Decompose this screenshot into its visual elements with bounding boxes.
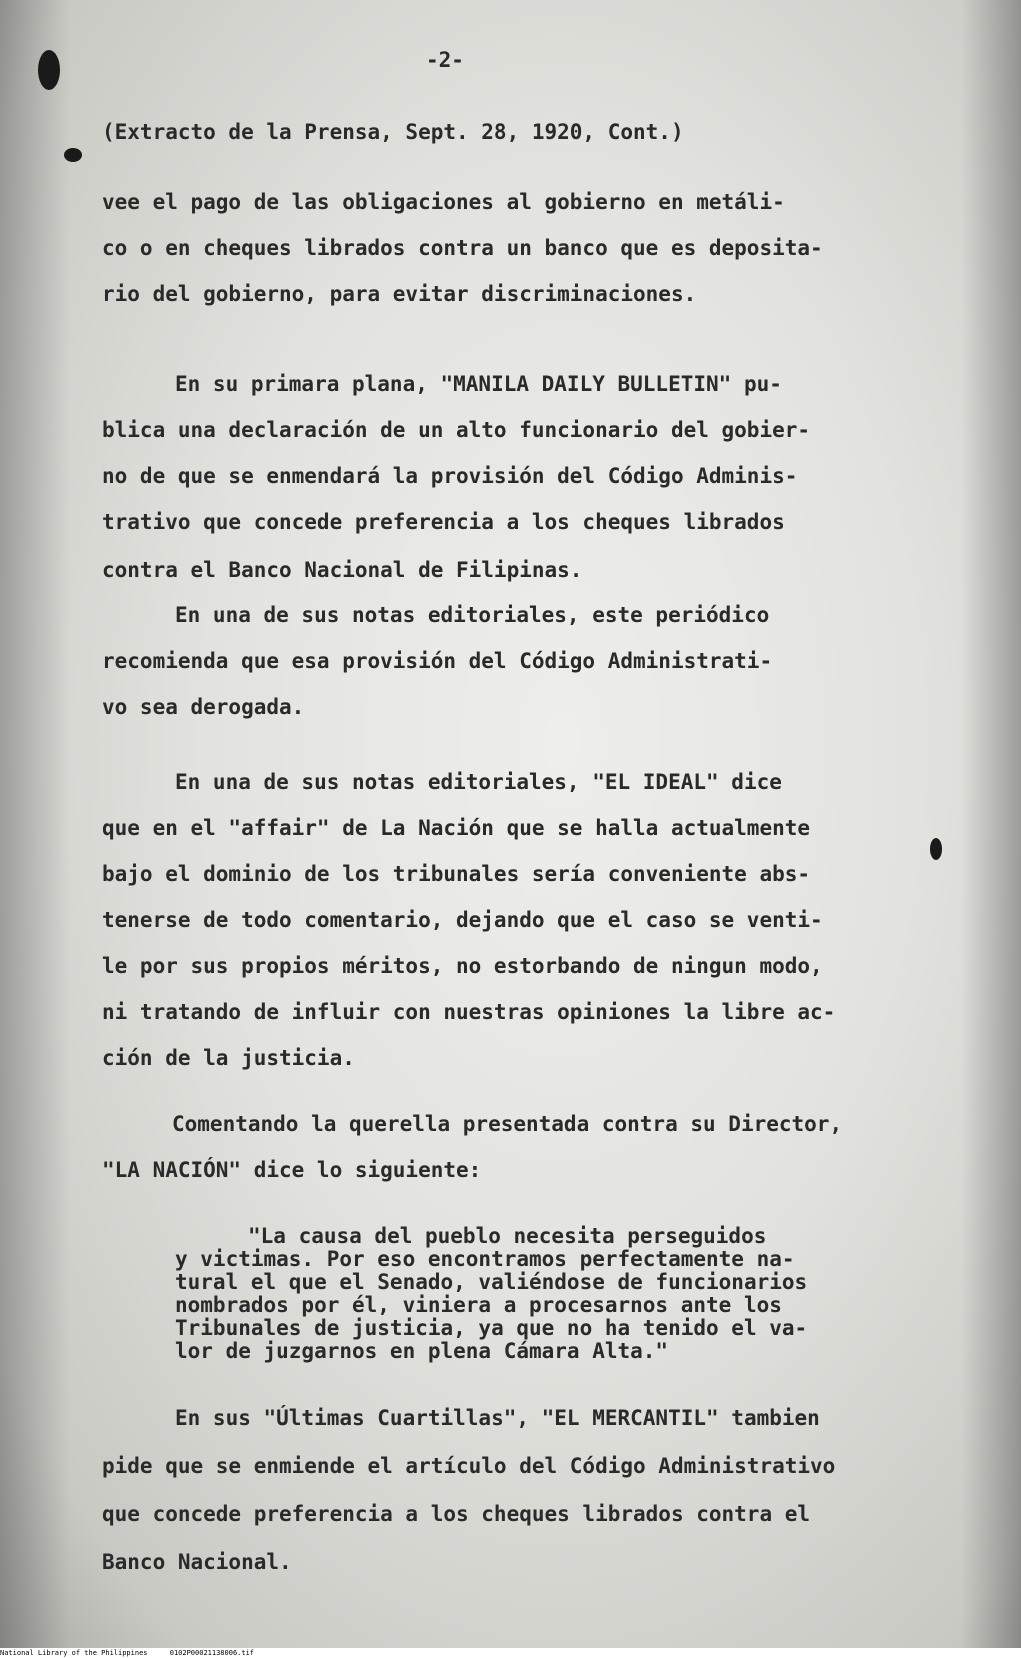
text-line: pide que se enmiende el artículo del Código Administrativo: [102, 1454, 836, 1478]
text-line: recomienda que esa provisión del Código Administrati-: [102, 649, 773, 673]
text-line: tenerse de todo comentario, dejando que el caso se venti-: [102, 908, 823, 932]
quote-line: tural el que el Senado, valiéndose de funcionarios: [175, 1270, 808, 1294]
text-line: que en el "affair" de La Nación que se halla actualmente: [102, 816, 811, 840]
quote-line: nombrados por él, viniera a procesarnos ante los: [175, 1293, 782, 1317]
text-line: En una de sus notas editoriales, "EL IDEAL" dice: [175, 770, 782, 794]
text-line: En una de sus notas editoriales, este periódico: [175, 603, 770, 627]
quote-line: y victimas. Por eso encontramos perfectamente na-: [175, 1247, 795, 1271]
page-number: -2-: [426, 48, 464, 72]
text-line: vee el pago de las obligaciones al gobierno en metáli-: [102, 190, 785, 214]
archive-footer: [0, 1649, 1021, 1658]
text-line: contra el Banco Nacional de Filipinas.: [102, 558, 583, 582]
text-line: que concede preferencia a los cheques librados contra el: [102, 1502, 811, 1526]
text-line: co o en cheques librados contra un banco que es deposita-: [102, 236, 823, 260]
footer-file: 0102P00021138006.tif: [169, 1649, 255, 1657]
footer-source: National Library of the Philippines: [0, 1649, 148, 1657]
text-line: ni tratando de influir con nuestras opiniones la libre ac-: [102, 1000, 836, 1024]
text-line: "LA NACIÓN" dice lo siguiente:: [102, 1158, 482, 1182]
text-line: vo sea derogada.: [102, 695, 305, 719]
text-line: no de que se enmendará la provisión del Código Adminis-: [102, 464, 798, 488]
text-line: le por sus propios méritos, no estorbando de ningun modo,: [102, 954, 823, 978]
text-line: En su primara plana, "MANILA DAILY BULLETIN" pu-: [175, 372, 782, 396]
document-header: (Extracto de la Prensa, Sept. 28, 1920, Cont.): [102, 120, 684, 144]
text-line: En sus "Últimas Cuartillas", "EL MERCANTIL" tambien: [175, 1406, 820, 1430]
ink-blot: [64, 148, 82, 162]
quote-line: "La causa del pueblo necesita perseguidos: [248, 1224, 767, 1248]
quote-line: lor de juzgarnos en plena Cámara Alta.": [175, 1339, 669, 1363]
ink-blot: [930, 838, 942, 860]
text-line: Comentando la querella presentada contra su Director,: [172, 1112, 843, 1136]
text-line: ción de la justicia.: [102, 1046, 355, 1070]
quote-line: Tribunales de justicia, ya que no ha tenido el va-: [175, 1316, 808, 1340]
text-line: Banco Nacional.: [102, 1550, 292, 1574]
text-line: rio del gobierno, para evitar discriminaciones.: [102, 282, 697, 306]
text-line: blica una declaración de un alto funcionario del gobier-: [102, 418, 811, 442]
ink-blot: [38, 50, 60, 90]
text-line: trativo que concede preferencia a los cheques librados: [102, 510, 785, 534]
text-line: bajo el dominio de los tribunales sería conveniente abs-: [102, 862, 811, 886]
